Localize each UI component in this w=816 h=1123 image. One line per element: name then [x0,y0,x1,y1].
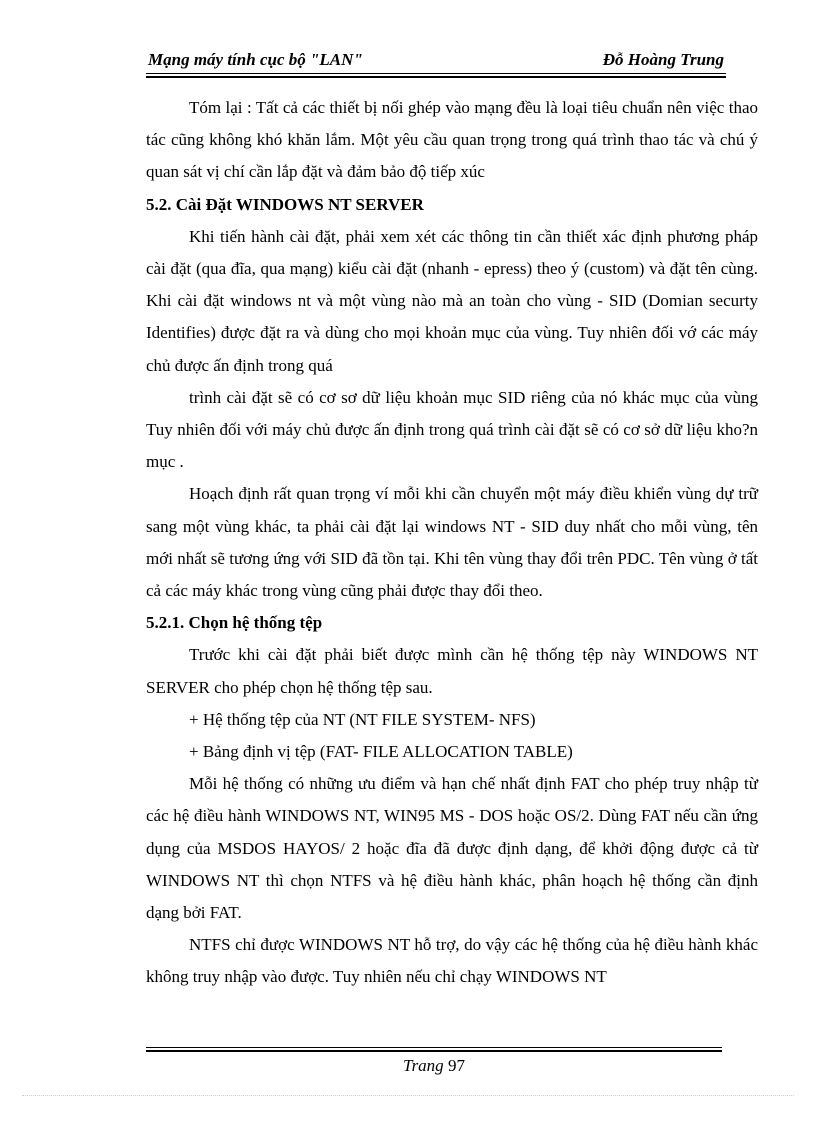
header-title: Mạng máy tính cục bộ "LAN" [148,50,363,69]
footer-page-label: Trang [403,1056,444,1075]
page-body [146,92,758,994]
list-item-fat: + Bảng định vị tệp (FAT- FILE ALLOCATION TABLE) [189,742,573,762]
list-item-ntfs: + Hệ thống tệp của NT (NT FILE SYSTEM- NFS) [189,709,536,729]
paragraph-file-system-intro: Trước khi cài đặt phải biết được mình cần hệ thống tệp này WINDOWS NT SERVER cho phép chọn hệ thống tệp sau. [146,645,758,697]
header-divider-thick [146,76,726,78]
section-heading-5-2-1: 5.2.1. Chọn hệ thống tệp [146,613,323,633]
header-author: Đỗ Hoàng Trung [602,50,724,69]
paragraph-sid-database: trình cài đặt sẽ có cơ sơ dữ liệu khoản mục SID riêng của nó khác mục của vùng Tuy nhiên đối với máy chủ được ấn định trong quá trình cài đặt sẽ có cơ sở dữ liệu kho?n mục . [146,387,758,472]
footer-page-number: 97 [447,1056,465,1075]
footer-divider-thick [146,1050,722,1052]
page-header [146,48,726,72]
paragraph-install-info: Khi tiến hành cài đặt, phải xem xét các thông tin cần thiết xác định phương pháp cài đặt (qua đĩa, qua mạng) kiểu cài đặt (nhanh - epress) theo ý (custom) và đặt tên cùng. Khi cài đặt windows nt và một vùng nào mà an toàn cho vùng - SID (Domian securty Identifies) được đặt ra và dùng cho mọi khoản mục của vùng. Tuy nhiên đối vớ các máy chủ được ấn định trong quá [146,226,758,375]
page-bottom-border [22,1095,794,1096]
paragraph-ntfs-support: NTFS chỉ được WINDOWS NT hỗ trợ, do vậy các hệ thống của hệ điều hành khác không truy nhập vào được. Tuy nhiên nếu chỉ chạy WINDOWS NT [146,935,758,987]
page-footer [146,1055,722,1077]
paragraph-fat-comparison: Mỗi hệ thống có những ưu điểm và hạn chế nhất định FAT cho phép truy nhập từ các hệ điều hành WINDOWS NT, WIN95 MS - DOS hoặc OS/2. Dùng FAT nếu cần ứng dụng của MSDOS HAYOS/ 2 hoặc đĩa đã được định dạng, để khởi động được cả từ WINDOWS NT thì chọn NTFS và hệ điều hành khác, phân hoạch hệ thống cần định dạng bởi FAT. [146,774,758,923]
footer-divider [146,1047,722,1048]
paragraph-planning: Hoạch định rất quan trọng ví mỗi khi cần chuyển một máy điều khiển vùng dự trữ sang một vùng khác, ta phải cài đặt lại windows NT - SID duy nhất cho mỗi vùng, tên mới nhất sẽ tương ứng với SID đã tồn tại. Khi tên vùng thay đổi trên PDC. Tên vùng ở tất cả các máy khác trong vùng cũng phải được thay đổi theo. [146,484,758,601]
header-divider [146,73,726,74]
section-heading-5-2: 5.2. Cài Đặt WINDOWS NT SERVER [146,194,424,214]
paragraph-summary: Tóm lại : Tất cả các thiết bị nối ghép vào mạng đều là loại tiêu chuẩn nên việc thao tác cũng không khó khăn lắm. Một yêu cầu quan trọng trong quá trình thao tác và chú ý quan sát vị chí cần lắp đặt và đảm bảo độ tiếp xúc [146,98,758,182]
